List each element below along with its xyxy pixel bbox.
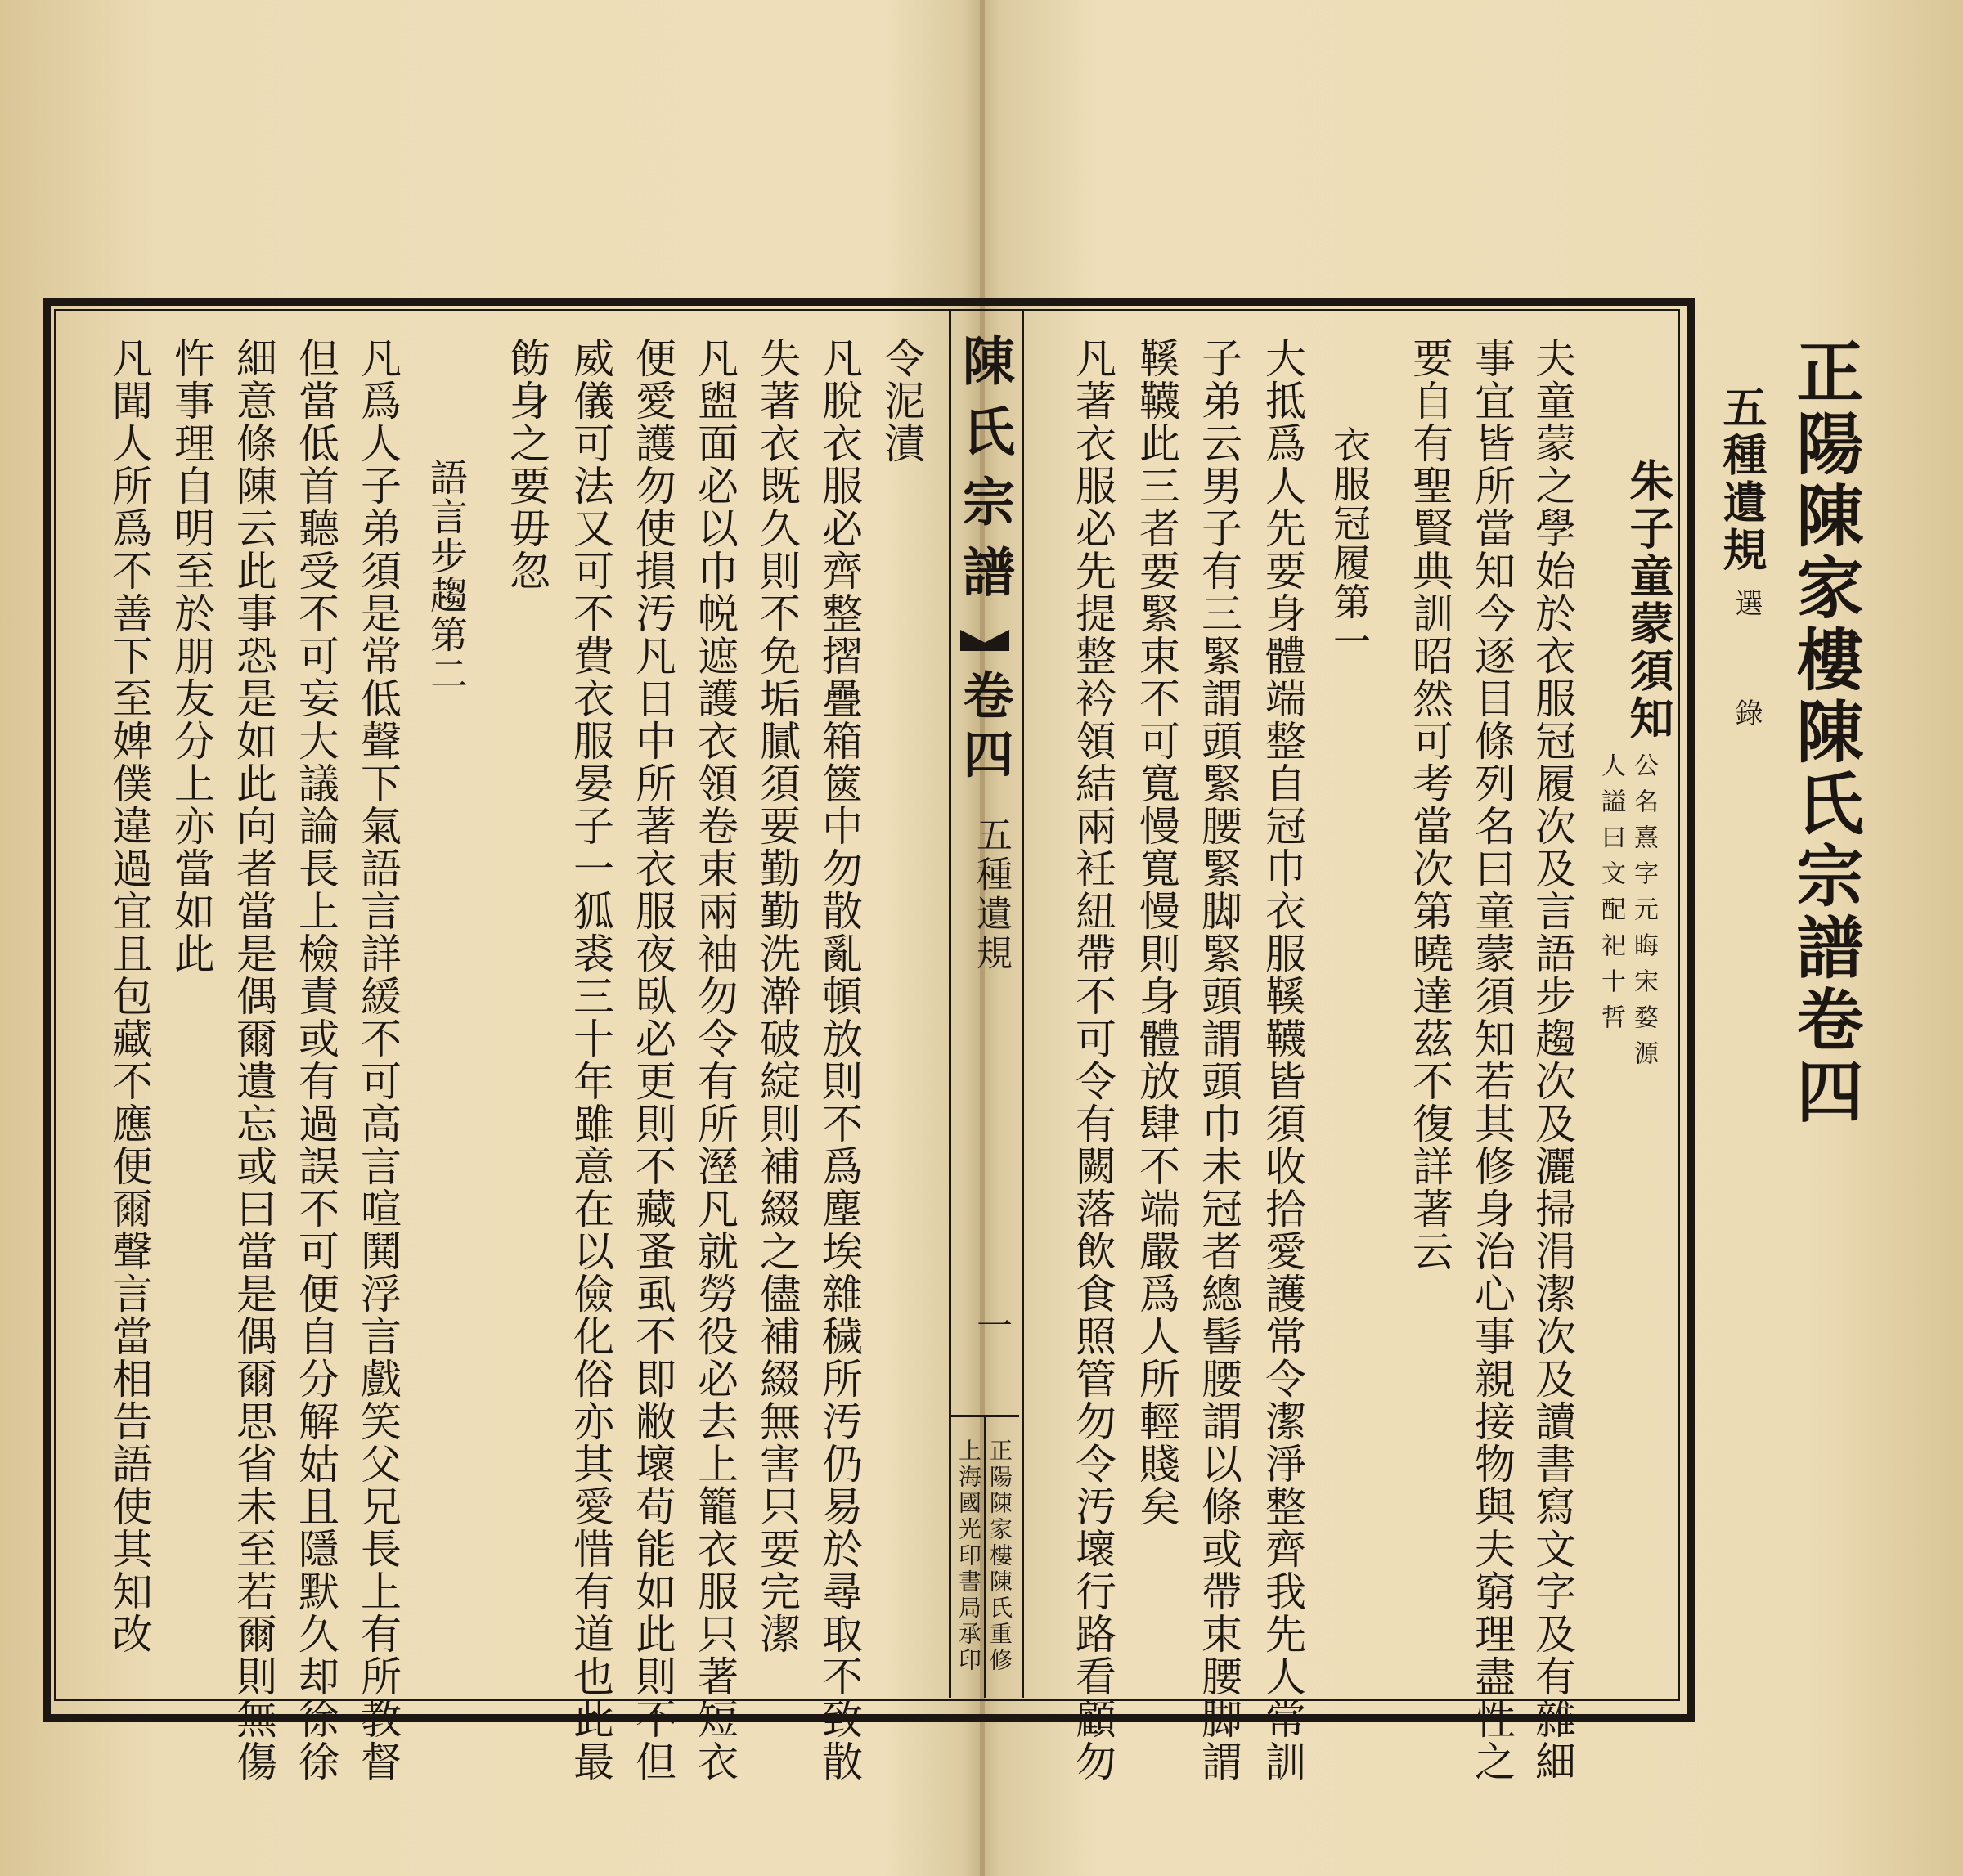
author-note-2: 人謚曰文配祀十哲 — [1597, 752, 1625, 1040]
intro-line-3: 要自有聖賢典訓昭然可考當次第曉達茲不復詳著云 — [1406, 337, 1453, 1272]
chapter-1-title: 衣服冠履第一 — [1327, 425, 1372, 661]
chapter-2-line-2: 但當低首聽受不可妄大議論長上檢責或有過誤不可便自分解姑且隱默久却徐徐 — [292, 337, 339, 1783]
main-title: 正陽陳家樓陳氏宗譜卷四 — [1786, 337, 1864, 1129]
page-number: 一 — [970, 1307, 1012, 1344]
chapter-2-line-4: 忤事理自明至於朋友分上亦當如此 — [168, 337, 215, 975]
chapter-1-line-1: 大抵爲人先要身體端整自冠巾衣服鞵韈皆須收拾愛護常令潔淨整齊我先人常訓 — [1259, 337, 1306, 1783]
printer-line-2: 上海國光印書局承印 — [955, 1438, 982, 1674]
chapter-1-line-2: 子弟云男子有三緊謂頭緊腰緊脚緊頭謂頭巾未冠者總髻腰謂以條或帶束腰脚謂 — [1195, 337, 1242, 1783]
fold-book-title: 陳氏宗譜 — [954, 334, 1015, 615]
left-line-1: 令泥漬 — [878, 337, 925, 465]
left-line-4: 凡盥面必以巾帨遮護衣領卷束兩袖勿令有所溼凡就勞役必去上籠衣服只著短衣 — [691, 337, 739, 1783]
fold-volume: 卷四 — [955, 669, 1014, 787]
chapter-1-line-4: 凡著衣服必先提整衿領結兩衽紐帶不可令有闕落飲食照管勿令汚壞行路看顧勿 — [1069, 337, 1116, 1783]
left-line-7: 飭身之要毋忽 — [503, 337, 550, 592]
printer-line-1: 正陽陳家樓陳氏重修 — [986, 1438, 1013, 1674]
intro-line-2: 事宜皆所當知今逐目條列名曰童蒙須知若其修身治心事親接物與夫窮理盡性之 — [1468, 337, 1516, 1783]
left-line-6: 威儀可法又可不費衣服晏子一狐裘三十年雖意在以儉化俗亦其愛惜有道也此最 — [567, 337, 614, 1783]
left-line-5: 便愛護勿使損汚凡日中所著衣服夜臥必更則不藏蚤虱不即敝壞苟能如此則不但 — [629, 337, 676, 1783]
chapter-1-line-3: 鞵韈此三者要緊束不可寬慢寬慢則身體放肆不端嚴爲人所輕賤矣 — [1133, 337, 1180, 1528]
section-title: 五種遺規 — [1716, 384, 1768, 574]
chapter-2-title: 語言步趨第二 — [424, 458, 469, 693]
section-note: 選 錄 — [1730, 589, 1763, 751]
left-line-3: 失著衣既久則不免垢膩須要勤勤洗澣破綻則補綴之儘補綴無害只要完潔 — [753, 337, 801, 1655]
chapter-2-line-5: 凡聞人所爲不善下至婢僕違過宜且包藏不應便爾聲言當相告語使其知改 — [106, 337, 153, 1655]
chapter-2-line-1: 凡爲人子弟須是常低聲下氣語言詳緩不可高言喧鬨浮言戲笑父兄長上有所教督 — [354, 337, 402, 1783]
left-line-2: 凡脫衣服必齊整摺疊箱篋中勿散亂頓放則不爲塵埃雜穢所汚仍易於尋取不致散 — [815, 337, 863, 1783]
colophon-divider — [984, 1415, 986, 1698]
intro-line-1: 夫童蒙之學始於衣服冠履次及言語步趨次及灑掃涓潔次及讀書寫文字及有雜細 — [1529, 337, 1576, 1783]
fold-section: 五種遺規 — [970, 816, 1012, 973]
subtitle: 朱子童蒙須知 — [1623, 458, 1675, 743]
chapter-2-line-3: 細意條陳云此事恐是如此向者當是偶爾遺忘或曰當是偶爾思省未至若爾則無傷 — [230, 337, 277, 1783]
author-note-1: 公名熹字元晦宋婺源 — [1629, 752, 1658, 1076]
